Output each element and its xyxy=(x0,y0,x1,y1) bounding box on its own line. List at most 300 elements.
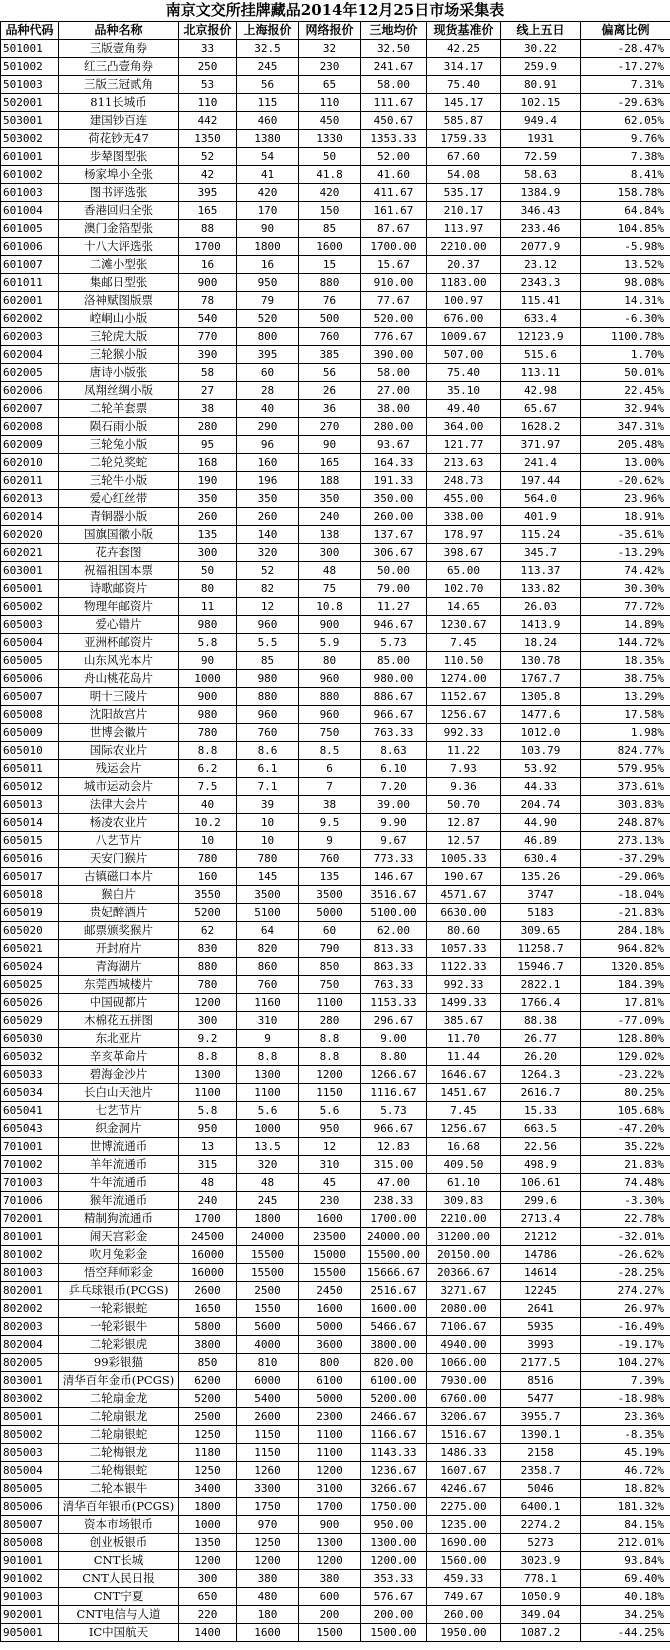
table-row xyxy=(1,400,670,418)
name-cell: 二轮扇金龙 xyxy=(59,1390,179,1408)
price-cell: 30.22 xyxy=(501,40,581,58)
name-cell: 世博流通币 xyxy=(59,1138,179,1156)
price-cell: 1250 xyxy=(237,1534,299,1552)
name-cell: 物理年邮资片 xyxy=(59,598,179,616)
name-cell: 集邮日型张 xyxy=(59,274,179,292)
price-cell: 1800 xyxy=(237,1210,299,1228)
deviation-cell: 7.31% xyxy=(581,76,670,94)
code-cell: 602008 xyxy=(1,418,59,436)
deviation-cell: 22.45% xyxy=(581,382,670,400)
code-cell: 802003 xyxy=(1,1318,59,1336)
price-cell: 110 xyxy=(179,94,237,112)
table-row xyxy=(1,1300,670,1318)
table-row xyxy=(1,796,670,814)
price-cell: 300 xyxy=(299,544,361,562)
name-cell: 三轮虎大版 xyxy=(59,328,179,346)
price-cell: 14.65 xyxy=(427,598,501,616)
price-cell: 8.8 xyxy=(179,1048,237,1066)
price-cell: 220 xyxy=(179,1606,237,1624)
deviation-cell: 303.83% xyxy=(581,796,670,814)
price-cell: 90 xyxy=(179,652,237,670)
price-cell: 80.60 xyxy=(427,922,501,940)
price-cell: 42.98 xyxy=(501,382,581,400)
price-cell: 810 xyxy=(237,1354,299,1372)
code-cell: 605009 xyxy=(1,724,59,742)
price-cell: 4000 xyxy=(237,1336,299,1354)
price-cell: 1005.33 xyxy=(427,850,501,868)
price-cell: 5800 xyxy=(179,1318,237,1336)
price-cell: 2600 xyxy=(179,1282,237,1300)
name-cell: 吹月兔彩金 xyxy=(59,1246,179,1264)
price-cell: 250 xyxy=(179,58,237,76)
code-cell: 601002 xyxy=(1,166,59,184)
price-cell: 133.82 xyxy=(501,580,581,598)
price-cell: 950 xyxy=(237,274,299,292)
name-cell: 精制狗流通币 xyxy=(59,1210,179,1228)
price-cell: 1477.6 xyxy=(501,706,581,724)
price-cell: 13.5 xyxy=(237,1138,299,1156)
price-cell: 53 xyxy=(179,76,237,94)
price-cell: 750 xyxy=(299,976,361,994)
price-cell: 1200.00 xyxy=(361,1552,427,1570)
price-cell: 7 xyxy=(299,778,361,796)
price-cell: 12 xyxy=(299,1138,361,1156)
price-cell: 1516.67 xyxy=(427,1426,501,1444)
price-cell: 2358.7 xyxy=(501,1462,581,1480)
price-cell: 1100 xyxy=(299,994,361,1012)
name-cell: 牛年流通币 xyxy=(59,1174,179,1192)
table-row xyxy=(1,562,670,580)
price-cell: 42 xyxy=(179,166,237,184)
price-cell: 160 xyxy=(237,454,299,472)
price-cell: 450 xyxy=(299,112,361,130)
deviation-cell: 184.39% xyxy=(581,976,670,994)
price-cell: 200 xyxy=(299,1606,361,1624)
price-cell: 3500 xyxy=(299,886,361,904)
deviation-cell: -35.61% xyxy=(581,526,670,544)
name-cell: 国际农业片 xyxy=(59,742,179,760)
price-cell: 600 xyxy=(299,1588,361,1606)
code-cell: 901001 xyxy=(1,1552,59,1570)
name-cell: 长白山天池片 xyxy=(59,1084,179,1102)
price-cell: 50.00 xyxy=(361,562,427,580)
deviation-cell: -18.98% xyxy=(581,1390,670,1408)
price-cell: 1600 xyxy=(237,1624,299,1642)
price-cell: 315.00 xyxy=(361,1156,427,1174)
deviation-cell: 77.72% xyxy=(581,598,670,616)
name-cell: IC中国航天 xyxy=(59,1624,179,1642)
price-cell: 210.17 xyxy=(427,202,501,220)
price-cell: 9.5 xyxy=(299,814,361,832)
code-cell: 605010 xyxy=(1,742,59,760)
price-cell: 56 xyxy=(237,76,299,94)
price-cell: 1000 xyxy=(179,670,237,688)
price-cell: 16 xyxy=(179,256,237,274)
price-cell: 1200 xyxy=(299,1462,361,1480)
code-cell: 602003 xyxy=(1,328,59,346)
price-cell: 54.08 xyxy=(427,166,501,184)
price-cell: 7930.00 xyxy=(427,1372,501,1390)
price-cell: 5.8 xyxy=(179,634,237,652)
table-row xyxy=(1,166,670,184)
table-row xyxy=(1,292,670,310)
price-cell: 50 xyxy=(299,148,361,166)
price-cell: 349.04 xyxy=(501,1606,581,1624)
code-cell: 501003 xyxy=(1,76,59,94)
price-cell: 385 xyxy=(299,346,361,364)
price-cell: 150 xyxy=(299,202,361,220)
table-row xyxy=(1,184,670,202)
deviation-cell: 248.87% xyxy=(581,814,670,832)
name-cell: CNT电信与人道 xyxy=(59,1606,179,1624)
price-cell: 280 xyxy=(179,418,237,436)
price-cell: 6.2 xyxy=(179,760,237,778)
price-cell: 85.00 xyxy=(361,652,427,670)
price-cell: 960 xyxy=(299,670,361,688)
price-cell: 160 xyxy=(179,868,237,886)
price-cell: 12123.9 xyxy=(501,328,581,346)
price-cell: 760 xyxy=(299,328,361,346)
price-cell: 390.00 xyxy=(361,346,427,364)
table-row xyxy=(1,130,670,148)
price-cell: 32.50 xyxy=(361,40,427,58)
price-cell: 353.33 xyxy=(361,1570,427,1588)
price-cell: 196 xyxy=(237,472,299,490)
price-cell: 8.8 xyxy=(179,742,237,760)
price-cell: 1150 xyxy=(237,1426,299,1444)
price-cell: 213.63 xyxy=(427,454,501,472)
price-cell: 10 xyxy=(237,814,299,832)
price-cell: 2274.2 xyxy=(501,1516,581,1534)
price-cell: 398.67 xyxy=(427,544,501,562)
table-row xyxy=(1,814,670,832)
deviation-cell: 23.36% xyxy=(581,1408,670,1426)
code-cell: 605005 xyxy=(1,652,59,670)
price-cell: 520 xyxy=(237,310,299,328)
code-cell: 803002 xyxy=(1,1390,59,1408)
deviation-cell: -19.17% xyxy=(581,1336,670,1354)
price-cell: 1628.2 xyxy=(501,418,581,436)
price-cell: 1300 xyxy=(299,1534,361,1552)
page-title: 南京文交所挂牌藏品2014年12月25日市场采集表 xyxy=(165,1,505,19)
price-cell: 300 xyxy=(179,1570,237,1588)
code-cell: 605032 xyxy=(1,1048,59,1066)
price-cell: 3100 xyxy=(299,1480,361,1498)
price-cell: 1266.67 xyxy=(361,1066,427,1084)
code-cell: 605004 xyxy=(1,634,59,652)
price-cell: 88.38 xyxy=(501,1012,581,1030)
price-cell: 50.70 xyxy=(427,796,501,814)
price-cell: 38.00 xyxy=(361,400,427,418)
price-cell: 1800 xyxy=(237,238,299,256)
price-cell: 299.6 xyxy=(501,1192,581,1210)
price-cell: 9.36 xyxy=(427,778,501,796)
price-cell: 47.00 xyxy=(361,1174,427,1192)
deviation-cell: -44.25% xyxy=(581,1624,670,1642)
price-cell: 5200 xyxy=(179,904,237,922)
name-cell: 国旗国徽小版 xyxy=(59,526,179,544)
price-cell: 45 xyxy=(299,1174,361,1192)
price-cell: 3300 xyxy=(237,1480,299,1498)
deviation-cell: 84.15% xyxy=(581,1516,670,1534)
deviation-cell: -16.49% xyxy=(581,1318,670,1336)
price-cell: 320 xyxy=(237,1156,299,1174)
price-cell: 6200 xyxy=(179,1372,237,1390)
code-cell: 605007 xyxy=(1,688,59,706)
price-cell: 7.93 xyxy=(427,760,501,778)
table-row xyxy=(1,1084,670,1102)
code-cell: 805005 xyxy=(1,1480,59,1498)
price-cell: 5046 xyxy=(501,1480,581,1498)
price-cell: 245 xyxy=(237,58,299,76)
name-cell: 二轮梅银龙 xyxy=(59,1444,179,1462)
price-cell: 780 xyxy=(179,724,237,742)
price-cell: 200.00 xyxy=(361,1606,427,1624)
price-cell: 130.78 xyxy=(501,652,581,670)
price-cell: 58.63 xyxy=(501,166,581,184)
price-cell: 315 xyxy=(179,1156,237,1174)
price-cell: 38 xyxy=(299,796,361,814)
price-cell: 88 xyxy=(179,220,237,238)
price-cell: 345.7 xyxy=(501,544,581,562)
price-cell: 197.44 xyxy=(501,472,581,490)
price-cell: 38 xyxy=(179,400,237,418)
price-cell: 1200 xyxy=(237,1552,299,1570)
price-cell: 1200 xyxy=(179,994,237,1012)
name-cell: 舟山桃花岛片 xyxy=(59,670,179,688)
deviation-cell: 7.39% xyxy=(581,1372,670,1390)
code-cell: 605017 xyxy=(1,868,59,886)
column-header: 现货基准价 xyxy=(427,22,501,40)
deviation-cell: 23.96% xyxy=(581,490,670,508)
name-cell: 二滩小型张 xyxy=(59,256,179,274)
code-cell: 602009 xyxy=(1,436,59,454)
deviation-cell: 284.18% xyxy=(581,922,670,940)
price-cell: 238.33 xyxy=(361,1192,427,1210)
price-cell: 773.33 xyxy=(361,850,427,868)
price-cell: 1486.33 xyxy=(427,1444,501,1462)
code-cell: 602007 xyxy=(1,400,59,418)
price-cell: 260 xyxy=(179,508,237,526)
name-cell: 东莞西城楼片 xyxy=(59,976,179,994)
price-cell: 880 xyxy=(237,688,299,706)
column-header: 三地均价 xyxy=(361,22,427,40)
price-cell: 3516.67 xyxy=(361,886,427,904)
code-cell: 605015 xyxy=(1,832,59,850)
price-cell: 5200 xyxy=(179,1390,237,1408)
price-cell: 4246.67 xyxy=(427,1480,501,1498)
table-row xyxy=(1,148,670,166)
price-cell: 245 xyxy=(237,1192,299,1210)
name-cell: 811长城币 xyxy=(59,94,179,112)
name-cell: 辛亥革命片 xyxy=(59,1048,179,1066)
price-cell: 401.9 xyxy=(501,508,581,526)
price-cell: 6.1 xyxy=(237,760,299,778)
price-cell: 633.4 xyxy=(501,310,581,328)
deviation-cell: -20.62% xyxy=(581,472,670,490)
table-row xyxy=(1,544,670,562)
price-cell: 1350 xyxy=(179,130,237,148)
price-cell: 5273 xyxy=(501,1534,581,1552)
table-row xyxy=(1,220,670,238)
price-cell: 61.10 xyxy=(427,1174,501,1192)
code-cell: 605021 xyxy=(1,940,59,958)
price-cell: 12.87 xyxy=(427,814,501,832)
price-cell: 1700 xyxy=(299,1498,361,1516)
table-row xyxy=(1,1066,670,1084)
price-cell: 1650 xyxy=(179,1300,237,1318)
table-row xyxy=(1,1336,670,1354)
price-cell: 778.1 xyxy=(501,1570,581,1588)
price-cell: 78 xyxy=(179,292,237,310)
price-cell: 800 xyxy=(237,328,299,346)
name-cell: 祝福祖国本票 xyxy=(59,562,179,580)
code-cell: 805008 xyxy=(1,1534,59,1552)
price-cell: 15.67 xyxy=(361,256,427,274)
price-cell: 350.00 xyxy=(361,490,427,508)
code-cell: 901002 xyxy=(1,1570,59,1588)
column-header: 偏离比例 xyxy=(581,22,670,40)
price-cell: 306.67 xyxy=(361,544,427,562)
deviation-cell: 18.82% xyxy=(581,1480,670,1498)
price-cell: 2822.1 xyxy=(501,976,581,994)
price-cell: 350 xyxy=(179,490,237,508)
deviation-cell: -26.62% xyxy=(581,1246,670,1264)
table-row xyxy=(1,1570,670,1588)
table-row xyxy=(1,1156,670,1174)
price-cell: 6630.00 xyxy=(427,904,501,922)
deviation-cell: 40.18% xyxy=(581,1588,670,1606)
price-cell: 10 xyxy=(237,832,299,850)
price-cell: 140 xyxy=(237,526,299,544)
price-cell: 110.50 xyxy=(427,652,501,670)
price-cell: 309.83 xyxy=(427,1192,501,1210)
table-row xyxy=(1,1606,670,1624)
table-row xyxy=(1,1174,670,1192)
code-cell: 701006 xyxy=(1,1192,59,1210)
price-cell: 6 xyxy=(299,760,361,778)
price-cell: 946.67 xyxy=(361,616,427,634)
price-cell: 75.40 xyxy=(427,364,501,382)
name-cell: 三轮兔小版 xyxy=(59,436,179,454)
deviation-cell: -13.29% xyxy=(581,544,670,562)
price-cell: 270 xyxy=(299,418,361,436)
table-row xyxy=(1,274,670,292)
table-row xyxy=(1,1498,670,1516)
price-cell: 5466.67 xyxy=(361,1318,427,1336)
price-cell: 7.1 xyxy=(237,778,299,796)
price-cell: 6.10 xyxy=(361,760,427,778)
name-cell: 一轮彩银牛 xyxy=(59,1318,179,1336)
name-cell: 十八大评选张 xyxy=(59,238,179,256)
table-row xyxy=(1,1048,670,1066)
price-cell: 110 xyxy=(299,94,361,112)
name-cell: 开封府片 xyxy=(59,940,179,958)
price-cell: 1767.7 xyxy=(501,670,581,688)
price-cell: 3800.00 xyxy=(361,1336,427,1354)
price-cell: 164.33 xyxy=(361,454,427,472)
deviation-cell: 273.13% xyxy=(581,832,670,850)
price-cell: 1180 xyxy=(179,1444,237,1462)
deviation-cell: 128.80% xyxy=(581,1030,670,1048)
price-cell: 390 xyxy=(179,346,237,364)
name-cell: 山东风光本片 xyxy=(59,652,179,670)
deviation-cell: 8.41% xyxy=(581,166,670,184)
price-cell: 1160 xyxy=(237,994,299,1012)
price-cell: 1700.00 xyxy=(361,1210,427,1228)
name-cell: 三轮牛小版 xyxy=(59,472,179,490)
price-cell: 145 xyxy=(237,868,299,886)
name-cell: 建国钞百连 xyxy=(59,112,179,130)
price-cell: 5600 xyxy=(237,1318,299,1336)
price-cell: 763.33 xyxy=(361,724,427,742)
price-cell: 980 xyxy=(179,616,237,634)
deviation-cell: 69.40% xyxy=(581,1570,670,1588)
price-cell: 6760.00 xyxy=(427,1390,501,1408)
code-cell: 701001 xyxy=(1,1138,59,1156)
deviation-cell: -23.22% xyxy=(581,1066,670,1084)
price-cell: 1012.0 xyxy=(501,724,581,742)
price-cell: 18.24 xyxy=(501,634,581,652)
name-cell: 沈阳故宫片 xyxy=(59,706,179,724)
price-cell: 1100 xyxy=(299,1444,361,1462)
price-cell: 8.8 xyxy=(299,1030,361,1048)
name-cell: 东北亚片 xyxy=(59,1030,179,1048)
code-cell: 901003 xyxy=(1,1588,59,1606)
price-cell: 135 xyxy=(179,526,237,544)
price-cell: 31200.00 xyxy=(427,1228,501,1246)
price-cell: 2210.00 xyxy=(427,238,501,256)
name-cell: 贵妃醉酒片 xyxy=(59,904,179,922)
code-cell: 602010 xyxy=(1,454,59,472)
price-cell: 12245 xyxy=(501,1282,581,1300)
price-cell: 2641 xyxy=(501,1300,581,1318)
price-cell: 850 xyxy=(179,1354,237,1372)
column-header: 品种代码 xyxy=(1,22,59,40)
price-cell: 1200 xyxy=(299,1066,361,1084)
deviation-cell: 129.02% xyxy=(581,1048,670,1066)
table-row xyxy=(1,850,670,868)
price-cell: 1607.67 xyxy=(427,1462,501,1480)
price-cell: 8.5 xyxy=(299,742,361,760)
code-cell: 605011 xyxy=(1,760,59,778)
code-cell: 605026 xyxy=(1,994,59,1012)
name-cell: 崆峒山小版 xyxy=(59,310,179,328)
price-cell: 1700.00 xyxy=(361,238,427,256)
table-row xyxy=(1,1138,670,1156)
name-cell: 悟空拜师彩金 xyxy=(59,1264,179,1282)
code-cell: 501002 xyxy=(1,58,59,76)
table-row xyxy=(1,364,670,382)
price-cell: 860 xyxy=(237,958,299,976)
name-cell: 七艺节片 xyxy=(59,1102,179,1120)
name-cell: 图书评选张 xyxy=(59,184,179,202)
price-cell: 26.20 xyxy=(501,1048,581,1066)
price-cell: 1087.2 xyxy=(501,1624,581,1642)
code-cell: 605006 xyxy=(1,670,59,688)
name-cell: 澳门金箔型张 xyxy=(59,220,179,238)
price-cell: 2177.5 xyxy=(501,1354,581,1372)
price-cell: 1153.33 xyxy=(361,994,427,1012)
name-cell: CNT宁夏 xyxy=(59,1588,179,1606)
price-cell: 980.00 xyxy=(361,670,427,688)
price-cell: 1560.00 xyxy=(427,1552,501,1570)
price-cell: 24000 xyxy=(237,1228,299,1246)
code-cell: 603001 xyxy=(1,562,59,580)
price-cell: 1260 xyxy=(237,1462,299,1480)
table-row xyxy=(1,1408,670,1426)
deviation-cell: -77.09% xyxy=(581,1012,670,1030)
